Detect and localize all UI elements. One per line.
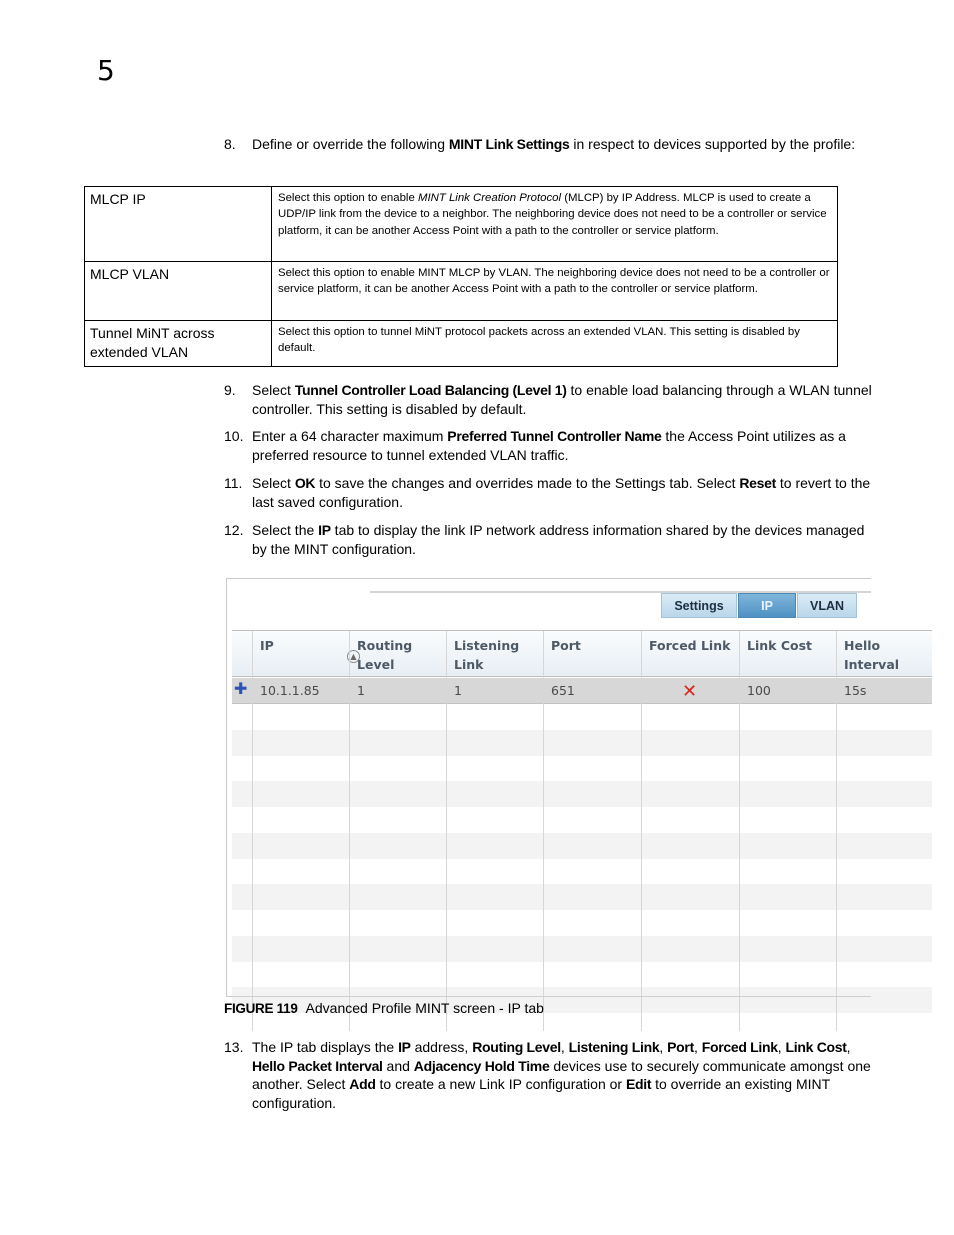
step-10	[224, 427, 874, 464]
step-text: Select	[252, 475, 295, 491]
setting-name: Tunnel MiNT across extended VLAN	[85, 321, 272, 367]
cell-port: 651	[551, 683, 575, 698]
step-text: to enable load balancing through a WLAN tunnel controller. This setting is disabled by default.	[252, 382, 872, 417]
column-header-hello-interval[interactable]: Hello Interval	[844, 638, 900, 672]
step-text: Select the	[252, 522, 319, 538]
ui-term: MINT Link Settings	[448, 136, 570, 152]
table-row	[85, 321, 838, 367]
column-header-link-cost[interactable]: Link Cost	[747, 638, 812, 653]
tab-ip[interactable]: IP	[738, 593, 796, 618]
column-header-listening-link[interactable]: Listening Link	[454, 638, 520, 672]
step-text: Enter a 64 character maximum	[252, 428, 448, 444]
chapter-number: 5	[97, 54, 115, 87]
sort-icon[interactable]: ▲	[347, 650, 360, 663]
figure-caption	[224, 999, 544, 1019]
ui-term: Preferred Tunnel Controller Name	[447, 428, 662, 444]
step-8	[224, 135, 874, 154]
cell-routing-level: 1	[357, 683, 365, 698]
cell-hello-interval: 15s	[844, 683, 867, 698]
table-row	[85, 262, 838, 321]
link-ip-grid	[232, 630, 932, 1030]
ip-tab-screenshot	[226, 578, 900, 997]
mint-link-settings-table	[84, 186, 838, 367]
cell-link-cost: 100	[747, 683, 771, 698]
step-text: to revert to the last saved configuration.	[252, 475, 871, 510]
step-text: Define or override the following	[252, 136, 449, 152]
tab-vlan[interactable]: VLAN	[797, 593, 857, 618]
cell-listening-link: 1	[454, 683, 462, 698]
setting-description: Select this option to enable MINT Link Creation Protocol (MLCP) by IP Address. MLCP is used to create a UDP/IP link from the device to a neighbor. The neighboring device does not need to be a controller or service platform, it can be another Access Point with a path to the controller or service platform.	[272, 187, 838, 262]
table-row[interactable]	[232, 678, 932, 704]
step-number: 10.	[224, 428, 244, 444]
column-header-forced-link[interactable]: Forced Link	[649, 638, 731, 653]
step-11	[224, 474, 874, 511]
step-number: 8.	[224, 136, 236, 152]
step-text: tab to display the link IP network address information shared by the devices managed by the MINT configuration.	[252, 522, 865, 557]
ui-term: Tunnel Controller Load Balancing (Level 1)	[294, 382, 567, 398]
step-text: to save the changes and overrides made to the Settings tab. Select	[315, 475, 740, 491]
column-header-routing-level[interactable]: Routing Level	[357, 638, 413, 672]
ui-term: Reset	[739, 475, 777, 491]
figure-title: Advanced Profile MINT screen - IP tab	[305, 1000, 544, 1016]
cell-ip: 10.1.1.85	[260, 683, 320, 698]
setting-description: Select this option to enable MINT MLCP by VLAN. The neighboring device does not need to be a controller or service platform, it can be another Access Point with a path to the controller or service platform.	[272, 262, 838, 321]
step-text: Select	[252, 382, 295, 398]
step-12	[224, 521, 874, 558]
setting-name: MLCP IP	[85, 187, 272, 262]
step-9	[224, 381, 874, 418]
setting-name: MLCP VLAN	[85, 262, 272, 321]
grid-header	[232, 631, 932, 677]
step-text: the Access Point utilizes as a preferred resource to tunnel extended VLAN traffic.	[252, 428, 846, 463]
table-row	[85, 187, 838, 262]
ui-term: OK	[294, 475, 316, 491]
tab-settings[interactable]: Settings	[661, 593, 737, 618]
forced-link-disabled-icon: ✕	[682, 681, 698, 701]
ui-term: IP	[318, 522, 331, 538]
step-text: in respect to devices supported by the profile:	[569, 136, 856, 152]
step-number: 9.	[224, 382, 236, 398]
step-number: 12.	[224, 522, 244, 538]
figure-label: FIGURE 119	[224, 1001, 298, 1016]
step-number: 11.	[224, 475, 243, 491]
step-number: 13.	[224, 1039, 244, 1055]
add-row-icon[interactable]: ✚	[234, 681, 248, 698]
setting-description: Select this option to tunnel MiNT protocol packets across an extended VLAN. This setting is disabled by default.	[272, 321, 838, 367]
column-header-ip[interactable]: IP ▲	[252, 631, 349, 677]
column-header-port[interactable]: Port	[551, 638, 581, 653]
step-13: 13. The IP tab displays the IP address, Routing Level, Listening Link, Port, Forced Link, Link Cost, Hello Packet Interval and Adjacency Hold Time devices use to securely communicate amongst one another. Select Add to create a new Link IP configuration or Edit to override an existing MINT configuration.	[224, 1039, 871, 1111]
